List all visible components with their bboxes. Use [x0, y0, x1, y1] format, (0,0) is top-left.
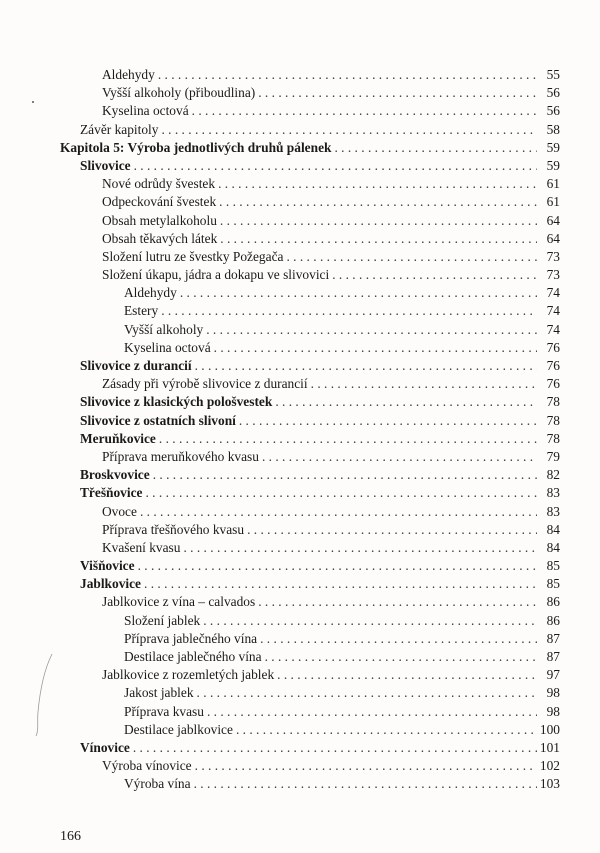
- toc-entry: [60, 630, 560, 648]
- toc-entry-page: 79: [546, 448, 560, 464]
- toc-entry-page: 61: [546, 176, 560, 192]
- toc-entry: [60, 139, 560, 157]
- toc-entry-page: 59: [546, 139, 560, 155]
- toc-entry-title: Slivovice z durancií: [80, 358, 192, 373]
- toc-entry-title: Slivovice: [80, 157, 131, 173]
- dot-leader: [194, 775, 537, 793]
- dot-leader: [197, 684, 537, 702]
- dot-leader: [159, 430, 537, 448]
- dot-leader: [134, 157, 537, 175]
- toc-entry: [60, 575, 560, 593]
- dot-leader: [145, 484, 537, 502]
- toc-entry: [60, 66, 560, 84]
- toc-entry-title: Kyselina octová: [124, 339, 211, 355]
- dot-leader: [247, 521, 537, 539]
- toc-entry: [60, 666, 560, 684]
- toc-entry-title: Výroba vína: [124, 776, 191, 792]
- toc-entry-page: 85: [546, 576, 560, 592]
- toc-entry-page: 55: [546, 67, 560, 82]
- toc-entry-page: 86: [546, 594, 560, 610]
- toc-entry: [60, 521, 560, 539]
- toc-entry-page: 74: [546, 321, 560, 337]
- toc-entry-page: 100: [539, 721, 560, 737]
- toc-entry-page: 73: [546, 267, 560, 283]
- toc-entry-page: 82: [546, 467, 560, 483]
- dot-leader: [218, 175, 537, 193]
- toc-entry-title: Aldehydy: [124, 285, 177, 301]
- dot-leader: [220, 230, 537, 248]
- toc-entry-page: 102: [539, 758, 560, 774]
- toc-entry-page: 56: [546, 85, 560, 101]
- toc-entry-page: 85: [546, 558, 560, 574]
- toc-entry-page: 87: [546, 630, 560, 646]
- toc-entry-page: 87: [546, 649, 560, 664]
- toc-entry-title: Destilace jablkovice: [124, 721, 233, 737]
- toc-entry-title: Obsah metylalkoholu: [102, 212, 217, 228]
- toc-entry: [60, 121, 560, 139]
- toc-entry-title: Slivovice z ostatních slivoní: [80, 412, 236, 428]
- toc-entry: [60, 157, 560, 175]
- toc-entry-title: Aldehydy: [102, 67, 155, 82]
- dot-leader: [195, 757, 537, 775]
- dot-leader: [219, 193, 537, 211]
- toc-entry-page: 97: [546, 667, 560, 683]
- dot-leader: [239, 412, 537, 430]
- dot-leader: [133, 739, 537, 757]
- toc-entry-title: Zásady při výrobě slivovice z durancií: [102, 376, 308, 392]
- toc-entry-title: Výroba vínovice: [102, 758, 192, 774]
- toc-entry-title: Vínovice: [80, 739, 130, 755]
- toc-entry: [60, 703, 560, 721]
- toc-entry-page: 98: [546, 685, 560, 701]
- toc-entry: [60, 393, 560, 411]
- dot-leader: [260, 630, 537, 648]
- toc-entry: [60, 721, 560, 739]
- toc-entry-page: 76: [546, 376, 560, 392]
- toc-entry: [60, 539, 560, 557]
- dot-leader: [138, 557, 537, 575]
- toc-entry-title: Destilace jablečného vína: [124, 649, 262, 664]
- toc-entry: [60, 466, 560, 484]
- toc-entry: [60, 684, 560, 702]
- toc-entry-page: 86: [546, 612, 560, 628]
- toc-entry: [60, 412, 560, 430]
- toc-entry-title: Příprava jablečného vína: [124, 630, 258, 646]
- toc-entry: [60, 102, 560, 120]
- toc-entry: [60, 557, 560, 575]
- toc-entry-title: Složení úkapu, jádra a dokapu ve slivovici: [102, 267, 330, 283]
- toc-entry: [60, 230, 560, 248]
- toc-entry-page: 64: [546, 230, 560, 246]
- toc-entry: [60, 648, 560, 666]
- toc-entry: [60, 757, 560, 775]
- toc-entry-title: Jablkovice z vína – calvados: [102, 594, 256, 610]
- toc-entry-page: 59: [546, 157, 560, 173]
- toc-entry-page: 98: [546, 703, 560, 719]
- dot-leader: [183, 539, 537, 557]
- toc-entry-title: Jablkovice: [80, 576, 142, 592]
- dot-leader: [161, 121, 537, 139]
- toc-entry: [60, 266, 560, 284]
- toc-entry: [60, 612, 560, 630]
- toc-entry-page: 83: [546, 503, 560, 519]
- toc-entry-title: Kyselina octová: [102, 103, 189, 119]
- toc-entry-title: Třešňovice: [80, 485, 143, 501]
- dot-leader: [275, 393, 537, 411]
- stray-dot-mark: [32, 101, 34, 103]
- dot-leader: [214, 339, 537, 357]
- toc-entry-page: 103: [539, 776, 560, 792]
- toc-entry: [60, 357, 560, 375]
- toc-entry-page: 64: [546, 212, 560, 228]
- toc-entry: [60, 430, 560, 448]
- toc-entry-title: Závěr kapitoly: [80, 121, 159, 137]
- toc-entry-title: Višňovice: [80, 558, 135, 574]
- toc-entry-title: Ovoce: [102, 503, 137, 519]
- toc-entry-title: Meruňkovice: [80, 430, 156, 446]
- toc-entry-title: Kvašení kvasu: [102, 539, 181, 555]
- toc-entry-page: 61: [546, 194, 560, 210]
- toc-entry-title: Broskvovice: [80, 467, 150, 483]
- toc-entry-title: Estery: [124, 303, 159, 319]
- toc-entry-title: Vyšší alkoholy (přiboudlina): [102, 85, 256, 101]
- dot-leader: [203, 612, 537, 630]
- pencil-stroke-mark: [30, 650, 60, 740]
- toc-entry-title: Příprava kvasu: [124, 703, 204, 719]
- toc-entry: [60, 593, 560, 611]
- toc-entry: [60, 212, 560, 230]
- toc-entry: [60, 284, 560, 302]
- dot-leader: [286, 248, 537, 266]
- dot-leader: [192, 102, 537, 120]
- toc-entry: [60, 193, 560, 211]
- dot-leader: [158, 66, 537, 84]
- toc-entry-page: 74: [546, 285, 560, 301]
- dot-leader: [334, 139, 537, 157]
- toc-entry-page: 78: [546, 394, 560, 410]
- toc-entry: [60, 302, 560, 320]
- dot-leader: [206, 321, 537, 339]
- toc-entry-page: 101: [539, 739, 560, 755]
- dot-leader: [277, 666, 537, 684]
- toc-entry: [60, 175, 560, 193]
- table-of-contents: [60, 66, 560, 794]
- dot-leader: [332, 266, 537, 284]
- toc-entry-page: 83: [546, 485, 560, 501]
- dot-leader: [207, 703, 537, 721]
- toc-entry-title: Složení jablek: [124, 612, 201, 628]
- toc-entry-title: Odpeckování švestek: [102, 194, 217, 210]
- toc-entry-page: 78: [546, 412, 560, 428]
- toc-entry-page: 78: [546, 430, 560, 446]
- toc-entry-title: Jakost jablek: [124, 685, 194, 701]
- toc-entry: [60, 448, 560, 466]
- dot-leader: [262, 448, 537, 466]
- toc-entry: [60, 739, 560, 757]
- dot-leader: [258, 593, 537, 611]
- toc-entry-title: Jablkovice z rozemletých jablek: [102, 667, 275, 683]
- toc-entry-title: Kapitola 5: Výroba jednotlivých druhů pálenek: [60, 139, 332, 155]
- toc-entry: [60, 248, 560, 266]
- toc-entry-title: Příprava meruňkového kvasu: [102, 448, 259, 464]
- dot-leader: [311, 375, 537, 393]
- toc-entry-title: Slivovice z klasických pološvestek: [80, 394, 273, 410]
- page-number: 166: [60, 829, 81, 844]
- dot-leader: [258, 84, 537, 102]
- toc-entry-page: 74: [546, 303, 560, 319]
- dot-leader: [180, 284, 537, 302]
- toc-entry-page: 76: [546, 339, 560, 355]
- dot-leader: [153, 466, 537, 484]
- toc-entry: [60, 775, 560, 793]
- dot-leader: [195, 357, 537, 375]
- toc-entry-page: 84: [546, 521, 560, 537]
- toc-entry: [60, 321, 560, 339]
- toc-entry-title: Příprava třešňového kvasu: [102, 521, 245, 537]
- dot-leader: [236, 721, 537, 739]
- toc-entry-title: Nové odrůdy švestek: [102, 176, 216, 192]
- dot-leader: [144, 575, 537, 593]
- toc-entry-title: Obsah těkavých látek: [102, 230, 218, 246]
- toc-entry: [60, 339, 560, 357]
- toc-entry-page: 56: [546, 103, 560, 119]
- toc-entry: [60, 84, 560, 102]
- dot-leader: [220, 212, 537, 230]
- toc-entry: [60, 375, 560, 393]
- toc-entry-title: Vyšší alkoholy: [124, 321, 204, 337]
- dot-leader: [161, 302, 537, 320]
- toc-entry-page: 73: [546, 248, 560, 264]
- toc-entry-page: 76: [546, 358, 560, 373]
- toc-entry: [60, 503, 560, 521]
- toc-entry: [60, 484, 560, 502]
- toc-entry-page: 58: [546, 121, 560, 137]
- dot-leader: [140, 503, 537, 521]
- dot-leader: [265, 648, 537, 666]
- toc-entry-page: 84: [546, 539, 560, 555]
- toc-entry-title: Složení lutru ze švestky Požegača: [102, 248, 284, 264]
